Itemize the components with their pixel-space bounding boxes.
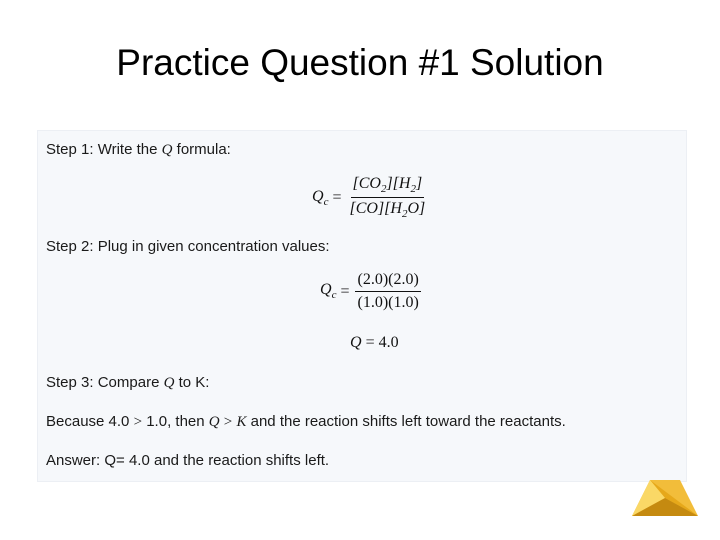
step-3-label: Step 3:	[46, 374, 94, 391]
eq2-numerator: (2.0)(2.0)	[355, 271, 420, 292]
because-q-symbol: Q	[208, 414, 220, 430]
eq2-equals: =	[340, 282, 350, 300]
answer-text: Q= 4.0 and the reaction shifts left.	[104, 452, 330, 469]
eq3-rest: = 4.0	[365, 334, 399, 351]
substituted-equation	[320, 271, 421, 312]
because-gt-2: >	[223, 414, 233, 430]
because-gt-1: >	[133, 414, 143, 430]
step-1-line	[46, 141, 231, 159]
eq1-equals: =	[332, 188, 342, 206]
step-1-q-symbol: Q	[161, 142, 173, 158]
step-3-q-symbol: Q	[163, 375, 175, 391]
step-3-line	[46, 374, 209, 392]
eq1-fraction	[347, 175, 427, 220]
step-2-label: Step 2:	[46, 238, 94, 255]
answer-line	[46, 452, 329, 469]
q-result-equation	[350, 334, 399, 352]
eq2-fraction	[355, 271, 420, 312]
eq3-q: Q	[350, 334, 362, 351]
answer-label: Answer:	[46, 452, 101, 469]
eq1-q: Q	[312, 187, 324, 205]
step-2-text: Plug in given concentration values:	[97, 238, 330, 255]
eq1-denominator: $[CO][H_2O]$	[349, 200, 426, 221]
eq2-q: Q	[320, 281, 332, 299]
because-text-3: and the reaction shifts left toward the reactants.	[250, 413, 566, 430]
eq1-q-sub: c	[323, 195, 329, 208]
eq2-lhs	[320, 281, 336, 301]
step-1-label: Step 1:	[46, 141, 94, 158]
slide-title: Practice Question #1 Solution	[116, 42, 604, 83]
step-1-text-before: Write the	[97, 141, 158, 158]
q-formula-equation	[312, 175, 427, 220]
solution-panel	[37, 130, 687, 482]
eq1-numerator: $[CO_2][H_2]$	[351, 175, 425, 198]
because-text-1: Because 4.0	[46, 413, 130, 430]
eq2-denominator: (1.0)(1.0)	[357, 294, 419, 311]
step-3-text-before: Compare	[97, 374, 160, 391]
because-line	[46, 413, 566, 431]
gold-pyramid-logo-icon	[630, 478, 700, 520]
because-k-symbol: K	[236, 414, 247, 430]
because-text-2: 1.0, then	[146, 413, 205, 430]
eq2-q-sub: c	[331, 289, 337, 302]
eq1-lhs	[312, 188, 328, 208]
step-1-text-after: formula:	[176, 141, 231, 158]
step-2-line	[46, 238, 330, 255]
step-3-text-after: to K:	[178, 374, 210, 391]
